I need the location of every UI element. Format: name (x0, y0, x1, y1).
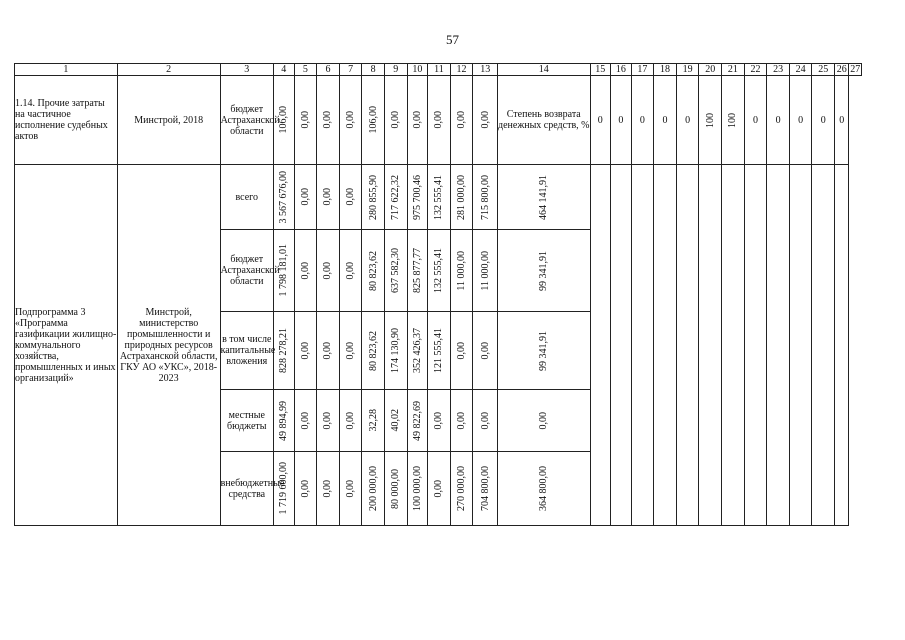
funding-source: местные бюджеты (220, 390, 273, 452)
header-cell: 9 (384, 64, 407, 76)
funding-source: бюджет Астраханской области (220, 230, 273, 312)
indicator-cell-empty (699, 165, 722, 526)
value-cell: 200 000,00 (362, 452, 385, 526)
indicator-value: 0 (767, 76, 790, 165)
value-cell: 0,00 (339, 312, 362, 390)
value-cell: 715 800,00 (473, 165, 498, 230)
header-cell: 27 (850, 63, 861, 75)
value-cell: 0,00 (317, 312, 340, 390)
activity-name: 1.14. Прочие затраты на частичное исполнение судебных актов (15, 76, 118, 165)
indicator-value: 0 (812, 76, 835, 165)
indicator-value: 0 (631, 76, 654, 165)
value-cell: 0,00 (450, 390, 473, 452)
value-cell: 0,00 (384, 76, 407, 165)
funding-source: в том числе капитальные вложения (220, 312, 273, 390)
value-cell: 270 000,00 (450, 452, 473, 526)
value-cell: 0,00 (407, 76, 428, 165)
value-cell: 132 555,41 (428, 165, 451, 230)
value-cell: 49 822,69 (407, 390, 428, 452)
subprogram-executor: Минстрой, министерство промышленности и природных ресурсов Астраханской области, ГКУ АО «УКС», 2018-2023 (117, 165, 220, 526)
table-row (15, 165, 862, 230)
value-cell: 40,02 (384, 390, 407, 452)
indicator-value: 0 (789, 76, 812, 165)
value-cell: 1 719 600,00 (274, 452, 295, 526)
value-cell: 80 823,62 (362, 230, 385, 312)
value-cell: 121 555,41 (428, 312, 451, 390)
indicator-cell-empty (676, 165, 699, 526)
value-cell: 80 823,62 (362, 312, 385, 390)
value-cell: 280 855,90 (362, 165, 385, 230)
header-cell: 8 (362, 64, 385, 76)
value-cell: 174 130,90 (384, 312, 407, 390)
value-cell: 106,00 (274, 76, 295, 165)
value-cell: 80 000,00 (384, 452, 407, 526)
value-cell: 0,00 (339, 230, 362, 312)
value-cell: 464 141,91 (498, 165, 591, 230)
value-cell: 0,00 (317, 390, 340, 452)
indicator-value: 0 (744, 76, 767, 165)
indicator-cell-empty (654, 165, 677, 526)
header-cell: 23 (767, 64, 790, 76)
page-number: 57 (446, 32, 459, 47)
value-cell: 0,00 (428, 76, 451, 165)
header-cell: 22 (744, 64, 767, 76)
indicator-cell-empty (789, 165, 812, 526)
value-cell: 0,00 (294, 312, 317, 390)
indicator-value: 0 (835, 76, 849, 165)
header-cell: 25 (812, 64, 835, 76)
value-cell: 0,00 (339, 390, 362, 452)
value-cell: 132 555,41 (428, 230, 451, 312)
value-cell: 0,00 (473, 390, 498, 452)
header-cell: 17 (631, 64, 654, 76)
subprogram-name: Подпрограмма 3 «Программа газификации жилищно-коммунального хозяйства, промышленных и иных организаций» (15, 165, 118, 526)
value-cell: 100 000,00 (407, 452, 428, 526)
indicator-value: 0 (590, 76, 611, 165)
indicator-cell-empty (611, 165, 632, 526)
header-cell: 16 (611, 64, 632, 76)
indicator-value: 0 (654, 76, 677, 165)
header-cell: 10 (407, 64, 428, 76)
value-cell: 0,00 (450, 312, 473, 390)
value-cell: 0,00 (317, 230, 340, 312)
funding-source: бюджет Астраханской области (220, 76, 273, 165)
value-cell: 11 000,00 (450, 230, 473, 312)
value-cell: 99 341,91 (498, 230, 591, 312)
indicator-value: 0 (611, 76, 632, 165)
header-cell: 5 (294, 64, 317, 76)
value-cell: 0,00 (473, 312, 498, 390)
value-cell: 0,00 (317, 452, 340, 526)
indicator-value: 100 (722, 76, 745, 165)
header-cell: 13 (473, 64, 498, 76)
header-cell: 14 (498, 64, 591, 76)
header-cell: 18 (654, 64, 677, 76)
value-cell: 828 278,21 (274, 312, 295, 390)
indicator-cell-empty (590, 165, 611, 526)
table-row (15, 76, 862, 165)
header-cell: 11 (428, 64, 451, 76)
value-cell: 106,00 (362, 76, 385, 165)
header-cell: 6 (317, 64, 340, 76)
executor: Минстрой, 2018 (117, 76, 220, 165)
value-cell: 0,00 (294, 165, 317, 230)
value-cell: 0,00 (294, 390, 317, 452)
value-cell: 0,00 (339, 452, 362, 526)
header-cell: 3 (220, 64, 273, 76)
indicator-cell-empty (744, 165, 767, 526)
value-cell: 0,00 (317, 76, 340, 165)
value-cell: 0,00 (473, 76, 498, 165)
header-cell: 26 (835, 64, 849, 76)
value-cell: 3 567 676,00 (274, 165, 295, 230)
value-cell: 0,00 (294, 452, 317, 526)
value-cell: 32,28 (362, 390, 385, 452)
header-cell: 7 (339, 64, 362, 76)
indicator-cell-empty (835, 165, 849, 526)
indicator-value: 100 (699, 76, 722, 165)
header-cell: 20 (699, 64, 722, 76)
value-cell: 637 582,30 (384, 230, 407, 312)
header-row (15, 64, 862, 76)
value-cell: 1 798 181,01 (274, 230, 295, 312)
value-cell: 975 700,46 (407, 165, 428, 230)
value-cell: 0,00 (294, 76, 317, 165)
value-cell: 825 877,77 (407, 230, 428, 312)
value-cell: 0,00 (339, 165, 362, 230)
value-cell: 49 894,99 (274, 390, 295, 452)
value-cell: 704 800,00 (473, 452, 498, 526)
indicator-name: Степень возврата денежных средств, % (498, 76, 591, 165)
header-cell: 1 (15, 64, 118, 76)
indicator-cell-empty (812, 165, 835, 526)
value-cell: 0,00 (428, 452, 451, 526)
indicator-value: 0 (676, 76, 699, 165)
value-cell: 0,00 (339, 76, 362, 165)
value-cell: 281 000,00 (450, 165, 473, 230)
value-cell: 0,00 (317, 165, 340, 230)
indicator-cell-empty (631, 165, 654, 526)
funding-source: всего (220, 165, 273, 230)
program-table (14, 63, 862, 526)
indicator-cell-empty (767, 165, 790, 526)
value-cell: 717 622,32 (384, 165, 407, 230)
funding-source: внебюджетные средства (220, 452, 273, 526)
header-cell: 21 (722, 64, 745, 76)
header-cell: 12 (450, 64, 473, 76)
header-cell: 19 (676, 64, 699, 76)
value-cell: 0,00 (428, 390, 451, 452)
value-cell: 352 426,37 (407, 312, 428, 390)
value-cell: 0,00 (450, 76, 473, 165)
header-cell: 2 (117, 64, 220, 76)
value-cell: 11 000,00 (473, 230, 498, 312)
header-cell: 24 (789, 64, 812, 76)
header-cell: 4 (274, 64, 295, 76)
value-cell: 364 800,00 (498, 452, 591, 526)
value-cell: 0,00 (498, 390, 591, 452)
value-cell: 99 341,91 (498, 312, 591, 390)
value-cell: 0,00 (294, 230, 317, 312)
indicator-cell-empty (722, 165, 745, 526)
header-cell: 15 (590, 64, 611, 76)
